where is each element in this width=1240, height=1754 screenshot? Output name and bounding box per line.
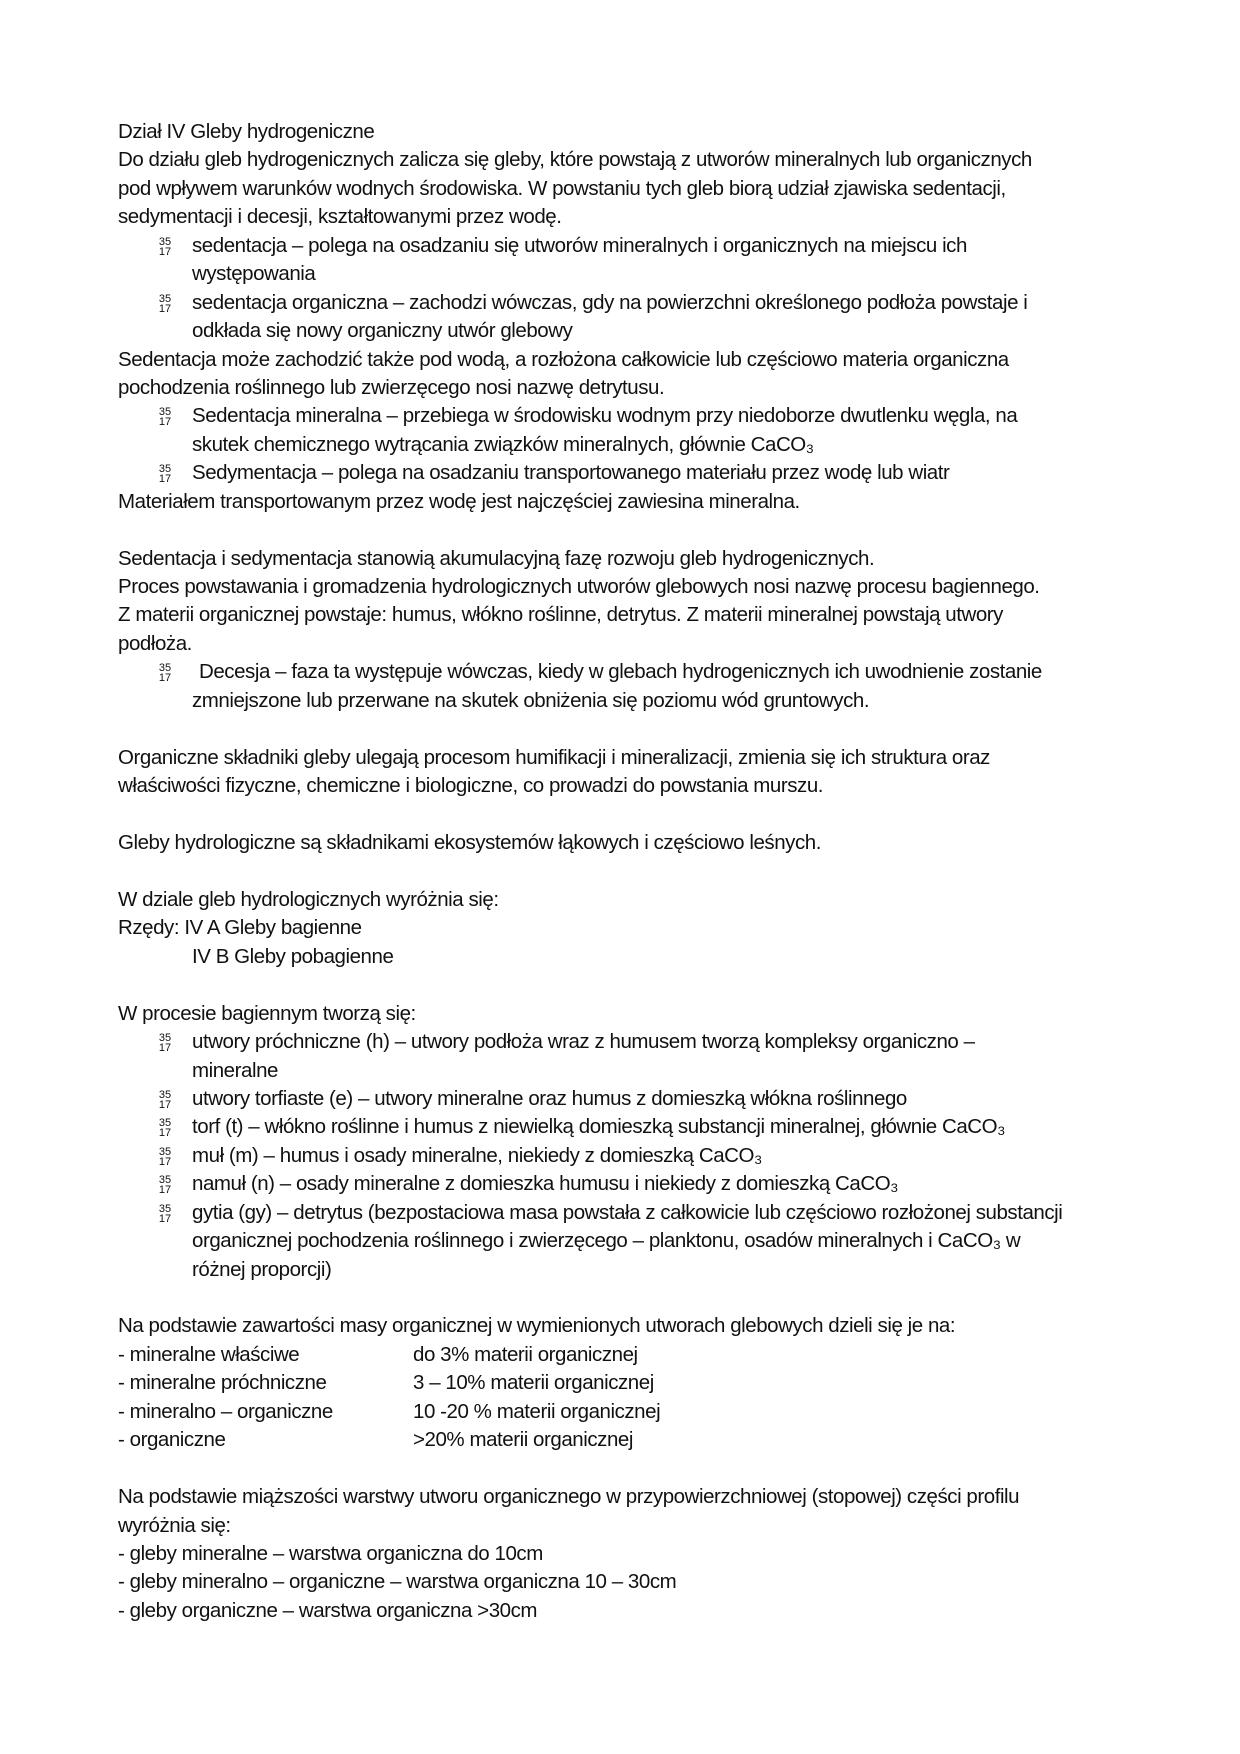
list-item: Decesja – faza ta występuje wówczas, kiedy w glebach hydrogenicznych ich uwodnienie zostanie <box>199 660 1042 684</box>
bullet-glyph-top: 35 <box>158 1174 172 1187</box>
bullet-glyph-bottom: 17 <box>158 473 172 486</box>
text-line: - gleby organiczne – warstwa organiczna >30cm <box>118 1598 538 1622</box>
text-line: wyróżnia się: <box>118 1513 231 1537</box>
table-row <box>118 1342 638 1368</box>
table-row <box>118 1427 633 1453</box>
bullet-icon <box>157 1175 173 1195</box>
bullet-glyph-top: 35 <box>158 463 172 476</box>
text-line: Do działu gleb hydrogenicznych zalicza się gleby, które powstają z utworów mineralnych lub organicznych <box>118 148 1032 172</box>
bullet-icon <box>157 1118 173 1138</box>
text-line: skutek chemicznego wytrącania związków mineralnych, głównie CaCO₃ <box>192 432 814 456</box>
table-cell-value: do 3% materii organicznej <box>413 1342 638 1366</box>
table-cell-value: 3 – 10% materii organicznej <box>413 1371 654 1395</box>
list-item: sedentacja – polega na osadzaniu się utworów mineralnych i organicznych na miejscu ich <box>192 233 967 257</box>
text-line: Materiałem transportowanym przez wodę jest najczęściej zawiesina mineralna. <box>118 489 800 513</box>
table-cell-category: - organiczne <box>118 1428 226 1452</box>
list-item: sedentacja organiczna – zachodzi wówczas, gdy na powierzchni określonego podłoża powstaje i <box>192 290 1028 314</box>
text-line: W procesie bagiennym tworzą się: <box>118 1001 416 1025</box>
text-line: pod wpływem warunków wodnych środowiska. W powstaniu tych gleb biorą udział zjawiska sedentacji, <box>118 176 1006 200</box>
text-line: Gleby hydrologiczne są składnikami ekosystemów łąkowych i częściowo leśnych. <box>118 831 821 854</box>
bullet-glyph-bottom: 17 <box>158 416 172 429</box>
bullet-glyph-top: 35 <box>158 1088 172 1101</box>
text-line: podłoża. <box>118 631 192 655</box>
text-line: - gleby mineralne – warstwa organiczna do 10cm <box>118 1542 543 1565</box>
text-line: odkłada się nowy organiczny utwór glebowy <box>192 319 573 343</box>
table-cell-category: - mineralne właściwe <box>118 1342 300 1366</box>
table-cell-value: >20% materii organicznej <box>413 1428 633 1452</box>
bullet-icon <box>157 294 173 314</box>
bullet-icon <box>157 1033 173 1053</box>
bullet-glyph-top: 35 <box>158 662 172 675</box>
bullet-icon <box>157 464 173 484</box>
bullet-icon <box>157 237 173 257</box>
list-item: namuł (n) – osady mineralne z domieszka humusu i niekiedy z domieszką CaCO₃ <box>192 1172 899 1196</box>
text-line: W dziale gleb hydrologicznych wyróżnia się: <box>118 887 499 911</box>
list-item: Sedentacja mineralna – przebiega w środowisku wodnym przy niedoborze dwutlenku węgla, na <box>192 404 1018 428</box>
text-line: mineralne <box>192 1058 278 1082</box>
table-cell-value: 10 -20 % materii organicznej <box>413 1399 661 1423</box>
bullet-glyph-bottom: 17 <box>158 245 172 258</box>
list-item: torf (t) – włókno roślinne i humus z niewielką domieszką substancji mineralnej, głównie CaCO₃ <box>192 1115 1006 1139</box>
text-line: Na podstawie miąższości warstwy utworu organicznego w przypowierzchniowej (stopowej) części profilu <box>118 1485 1020 1509</box>
text-line: zmniejszone lub przerwane na skutek obniżenia się poziomu wód gruntowych. <box>192 688 870 712</box>
table-row <box>118 1399 661 1425</box>
section-title: Dział IV Gleby hydrogeniczne <box>118 120 375 143</box>
table-cell-category: - mineralno – organiczne <box>118 1399 333 1423</box>
text-line: - gleby mineralno – organiczne – warstwa organiczna 10 – 30cm <box>118 1570 677 1594</box>
text-line: Proces powstawania i gromadzenia hydrologicznych utworów glebowych nosi nazwę procesu bagiennego. <box>118 575 1040 599</box>
bullet-glyph-bottom: 17 <box>158 1098 172 1111</box>
bullet-glyph-top: 35 <box>158 1117 172 1130</box>
bullet-icon <box>157 1204 173 1224</box>
bullet-glyph-bottom: 17 <box>158 1212 172 1225</box>
table-cell-category: - mineralne próchniczne <box>118 1371 327 1395</box>
bullet-icon <box>157 1147 173 1167</box>
text-line: Na podstawie zawartości masy organicznej w wymienionych utworach glebowych dzieli się je na: <box>118 1314 956 1338</box>
list-item: utwory torfiaste (e) – utwory mineralne oraz humus z domieszką włókna roślinnego <box>192 1086 907 1110</box>
list-item: Sedymentacja – polega na osadzaniu transportowanego materiału przez wodę lub wiatr <box>192 461 950 485</box>
text-line: różnej proporcji) <box>192 1257 332 1281</box>
bullet-glyph-bottom: 17 <box>158 672 172 685</box>
bullet-icon <box>157 663 173 683</box>
list-item: muł (m) – humus i osady mineralne, niekiedy z domieszką CaCO₃ <box>192 1143 762 1167</box>
bullet-glyph-bottom: 17 <box>158 1042 172 1055</box>
list-item: gytia (gy) – detrytus (bezpostaciowa masa powstała z całkowicie lub częściowo rozłożonej substancji <box>192 1200 1063 1224</box>
bullet-glyph-top: 35 <box>158 235 172 248</box>
bullet-glyph-bottom: 17 <box>158 1184 172 1197</box>
list-item: utwory próchniczne (h) – utwory podłoża wraz z humusem tworzą kompleksy organiczno – <box>192 1030 975 1054</box>
text-line: występowania <box>192 262 316 286</box>
text-line: Z materii organicznej powstaje: humus, włókno roślinne, detrytus. Z materii mineralnej powstają utwory <box>118 603 1003 627</box>
text-line: Rzędy: IV A Gleby bagienne <box>118 916 362 940</box>
bullet-glyph-top: 35 <box>158 292 172 305</box>
bullet-glyph-bottom: 17 <box>158 1155 172 1168</box>
text-line: sedymentacji i decesji, kształtowanymi przez wodę. <box>118 205 562 229</box>
text-line: Organiczne składniki gleby ulegają procesom humifikacji i mineralizacji, zmienia się ich struktura oraz <box>118 745 990 769</box>
bullet-glyph-bottom: 17 <box>158 302 172 315</box>
table-row <box>118 1370 654 1396</box>
bullet-glyph-top: 35 <box>158 1145 172 1158</box>
text-line: organicznej pochodzenia roślinnego i zwierzęcego – planktonu, osadów mineralnych i CaCO₃ w <box>192 1229 1021 1253</box>
bullet-glyph-top: 35 <box>158 1032 172 1045</box>
text-line: Sedentacja i sedymentacja stanowią akumulacyjną fazę rozwoju gleb hydrogenicznych. <box>118 546 875 570</box>
text-line: właściwości fizyczne, chemiczne i biologiczne, co prowadzi do powstania murszu. <box>118 774 824 798</box>
bullet-icon <box>157 407 173 427</box>
text-line: Sedentacja może zachodzić także pod wodą, a rozłożona całkowicie lub częściowo materia organiczna <box>118 347 1009 371</box>
text-line: pochodzenia roślinnego lub zwierzęcego nosi nazwę detrytusu. <box>118 375 665 399</box>
bullet-glyph-top: 35 <box>158 406 172 419</box>
bullet-glyph-top: 35 <box>158 1202 172 1215</box>
bullet-glyph-bottom: 17 <box>158 1127 172 1140</box>
bullet-icon <box>157 1090 173 1110</box>
text-line: IV B Gleby pobagienne <box>192 944 394 968</box>
